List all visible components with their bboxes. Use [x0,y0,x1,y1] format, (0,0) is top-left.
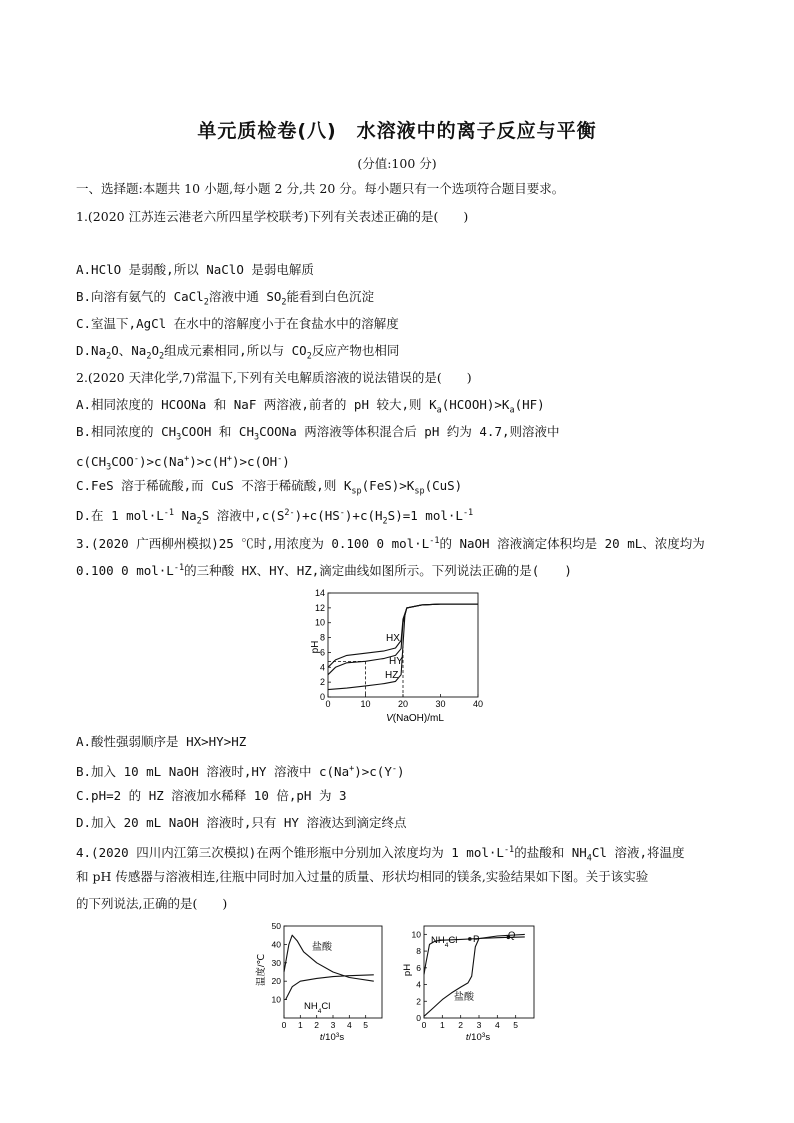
x-tick-label: 2 [314,1020,320,1030]
y-tick-label: 40 [271,939,281,950]
x-tick-label: 4 [346,1020,352,1030]
series-line-1 [286,975,374,1000]
x-tick-label: 3 [476,1020,482,1030]
x-tick-label: 3 [330,1020,336,1030]
series-label-hz: HZ [385,670,399,681]
y-tick-label: 20 [271,976,281,987]
ph-time-xlabel: $t/10^3s$ [465,1031,491,1043]
q2-option-b-line1: B.相同浓度的 $CH_3COOH$ 和 $CH_3COONa$ 两溶液等体积混合后 pH 约为 4.7,则溶液中 [76,424,560,443]
y-tick-label: 0 [416,1013,421,1023]
q4-stem-line3: 的下列说法,正确的是( ) [76,896,228,911]
q2-option-b-line2: $c(CH_3COO^-)>c(Na^+)>c(H^+)>c(OH^-)$ [76,454,290,473]
series-line-1 [424,934,525,1016]
ph-label-hcl: 盐酸 [454,992,474,1003]
x-tick-label: 20 [397,699,409,709]
y-tick-label: 0 [319,692,325,702]
q1-option-c: C.室温下,AgCl 在水中的溶解度小于在食盐水中的溶解度 [76,316,399,331]
series-label-hy: HY [389,656,403,667]
y-tick-label: 50 [271,921,281,931]
q3-option-c: C.pH=2 的 HZ 溶液加水稀释 10 倍,pH 为 3 [76,788,347,803]
y-tick-label: 6 [319,647,325,658]
y-tick-label: 10 [314,617,325,628]
temperature-chart [248,918,388,1044]
temperature-ylabel: 温度/℃ [256,953,267,987]
ph-time-ticks [412,929,519,1030]
ph-time-curves [424,934,525,1016]
q1-option-d: $D.Na_2O$、$Na_2O_2$组成元素相同,所以与 $CO_2$反应产物也相同 [76,343,400,362]
y-tick-label: 2 [319,677,325,688]
ph-time-ylabel: pH [402,963,413,977]
x-tick-label: 4 [494,1020,500,1030]
point-label-p: P [473,934,480,945]
q3-option-b: B.加入 10 mL NaOH 溶液时,HY 溶液中 c(Na+)>c(Y-) [76,764,405,780]
q3-stem-line2: 0.100 0 $mol\cdot L^{-1}$的三种酸 HX、HY、HZ,滴定曲线如图所示。下列说法正确的是( ) [76,563,572,579]
titration-ticks [315,588,483,709]
q2-option-d: D.在 1 $mol\cdot L^{-1}$ $Na_2S$ 溶液中$,c(S^{2-})+c(HS^-)+c(H_2S)=1$ $mol\cdot L^{-1}$ [76,508,474,527]
point-label-q: Q [508,930,516,941]
q1-option-a: A.HClO 是弱酸,所以 NaClO 是弱电解质 [76,262,314,277]
marker-p [468,937,472,941]
ph-time-chart [398,918,546,1044]
y-tick-label: 4 [416,979,421,990]
x-tick-label: 5 [363,1020,369,1030]
temp-label-nh4cl: $NH_4Cl$ [304,1001,331,1015]
x-tick-label: 0 [325,699,331,709]
x-tick-label: 0 [281,1020,287,1030]
titration-curves [328,604,478,697]
y-tick-label: 8 [416,946,421,957]
score-note: (分值:100 分) [357,156,437,171]
q3-option-a: A.酸性强弱顺序是 HX>HY>HZ [76,734,247,749]
x-tick-label: 0 [421,1020,427,1030]
x-tick-label: 2 [458,1020,464,1030]
y-tick-label: 2 [416,996,421,1007]
y-tick-label: 30 [271,957,281,968]
q4-stem-line1: 4.(2020 四川内江第三次模拟)在两个锥形瓶中分别加入浓度均为 1 $mol\cdot L^{-1}$的盐酸和 $NH_4Cl$ 溶液,将温度 [76,845,685,864]
q4-stem-line2: 和 pH 传感器与溶液相连,往瓶中同时加入过量的质量、形状均相同的镁条,实验结果如下图。关于该实验 [76,869,649,884]
q1-option-b: B.向溶有氨气的 CaCl$_2$溶液中通 $SO_2$能看到白色沉淀 [76,289,375,308]
x-tick-label: 1 [297,1020,303,1030]
q2-stem: 2.(2020 天津化学,7)常温下,下列有关电解质溶液的说法错误的是( ) [76,370,472,385]
temp-label-hcl: 盐酸 [312,942,332,953]
x-tick-label: 5 [513,1020,519,1030]
y-tick-label: 10 [271,994,281,1005]
page-title: 单元质检卷(八) 水溶液中的离子反应与平衡 [197,120,597,142]
titration-xlabel: V(NaOH)/mL [386,713,444,724]
ph-label-nh4cl: $NH_4Cl$ [431,935,458,949]
q2-option-a: A.相同浓度的 HCOONa 和 NaF 两溶液,前者的 pH 较大,则 $K_a(HCOOH)>K_a(HF)$ [76,397,545,416]
x-tick-label: 10 [360,699,371,709]
y-tick-label: 12 [314,602,325,613]
y-tick-label: 8 [319,632,325,643]
y-tick-label: 10 [411,929,421,940]
q1-stem: 1.(2020 江苏连云港老六所四星学校联考)下列有关表述正确的是( ) [76,209,469,224]
q2-option-c: C.FeS 溶于稀硫酸,而 CuS 不溶于稀硫酸,则 $K_{sp}(FeS)>K_{sp}(CuS)$ [76,478,463,497]
temperature-xlabel: $t/10^3s$ [319,1031,345,1043]
x-tick-label: 40 [472,699,484,709]
y-tick-label: 6 [416,962,421,973]
section-heading: 一、选择题:本题共 10 小题,每小题 2 分,共 20 分。每小题只有一个选项符合题目要求。 [76,181,565,196]
y-tick-label: 4 [319,662,325,673]
series-label-hx: HX [386,633,400,644]
titration-ylabel: pH [310,640,321,654]
q3-stem-line1: 3.(2020 广西柳州模拟)25 ℃时,用浓度为 0.100 0 $mol\cdot L^{-1}$的 NaOH 溶液滴定体积均是 20 mL、浓度均为 [76,536,705,552]
x-tick-label: 1 [439,1020,445,1030]
titration-chart [300,585,500,725]
x-tick-label: 30 [435,699,446,709]
y-tick-label: 14 [314,588,325,598]
q3-option-d: D.加入 20 mL NaOH 溶液时,只有 HY 溶液达到滴定终点 [76,815,407,830]
